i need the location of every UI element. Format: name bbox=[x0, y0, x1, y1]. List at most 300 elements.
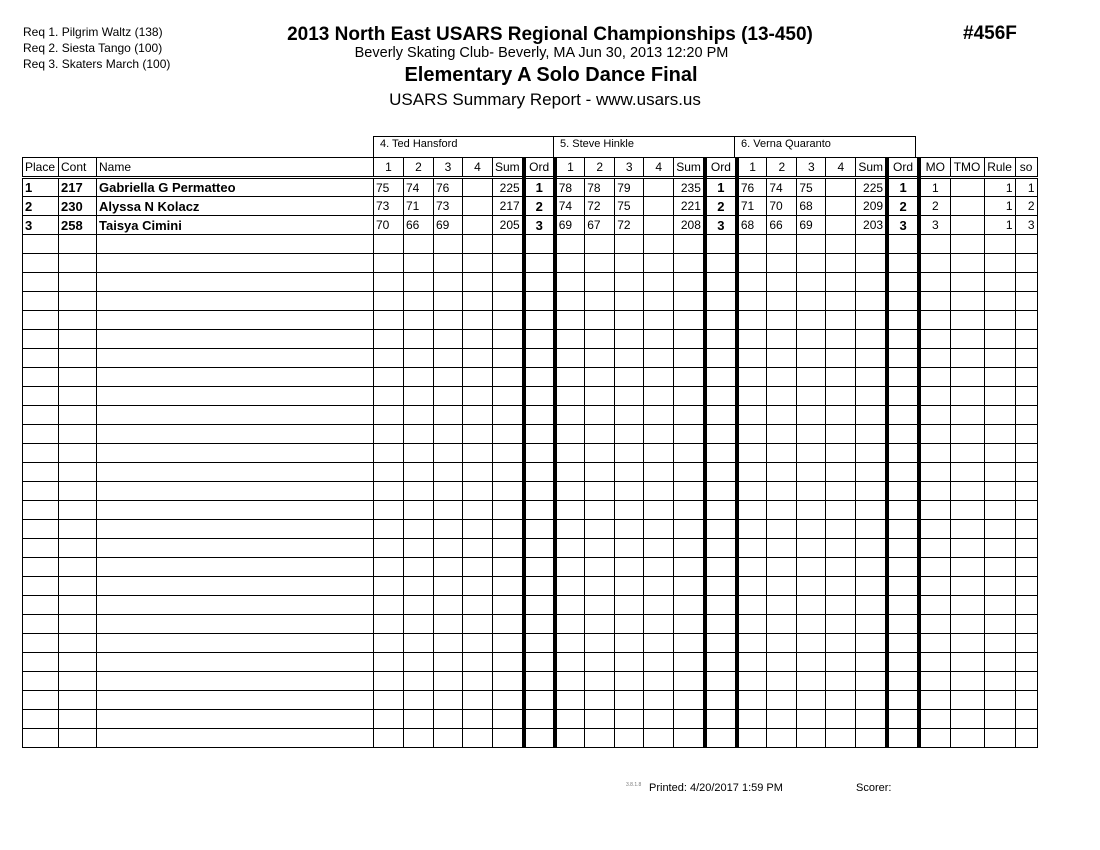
empty-cell bbox=[674, 482, 705, 501]
sum-cell: 203 bbox=[856, 216, 887, 235]
empty-row bbox=[23, 444, 1038, 463]
empty-cell bbox=[434, 482, 463, 501]
empty-cell bbox=[984, 558, 1015, 577]
empty-cell bbox=[23, 501, 59, 520]
col-j1-1: 1 bbox=[374, 158, 404, 178]
empty-cell bbox=[555, 368, 585, 387]
empty-cell bbox=[826, 634, 856, 653]
score-4-cell bbox=[826, 197, 856, 216]
empty-cell bbox=[555, 615, 585, 634]
empty-cell bbox=[615, 292, 644, 311]
empty-cell bbox=[705, 406, 737, 425]
empty-cell bbox=[555, 539, 585, 558]
empty-cell bbox=[919, 273, 950, 292]
empty-cell bbox=[1015, 311, 1037, 330]
empty-cell bbox=[404, 311, 434, 330]
empty-cell bbox=[97, 558, 374, 577]
empty-cell bbox=[404, 672, 434, 691]
empty-cell bbox=[374, 235, 404, 254]
sum-cell: 225 bbox=[856, 178, 887, 197]
ordinal-cell: 2 bbox=[705, 197, 737, 216]
score-2-cell: 78 bbox=[585, 178, 615, 197]
empty-cell bbox=[404, 539, 434, 558]
empty-cell bbox=[374, 482, 404, 501]
empty-cell bbox=[404, 444, 434, 463]
empty-row bbox=[23, 615, 1038, 634]
requirement-3: Req 3. Skaters March (100) bbox=[23, 57, 171, 71]
empty-cell bbox=[524, 235, 555, 254]
empty-cell bbox=[434, 330, 463, 349]
empty-cell bbox=[950, 463, 984, 482]
empty-cell bbox=[374, 520, 404, 539]
empty-cell bbox=[737, 311, 767, 330]
empty-cell bbox=[524, 710, 555, 729]
empty-cell bbox=[23, 406, 59, 425]
table-row bbox=[23, 197, 1038, 216]
empty-cell bbox=[374, 387, 404, 406]
empty-cell bbox=[767, 406, 797, 425]
empty-cell bbox=[555, 691, 585, 710]
score-4-cell bbox=[644, 197, 674, 216]
empty-cell bbox=[374, 501, 404, 520]
score-1-cell: 76 bbox=[737, 178, 767, 197]
col-mo: MO bbox=[919, 158, 950, 178]
empty-cell bbox=[644, 368, 674, 387]
empty-cell bbox=[797, 368, 826, 387]
score-2-cell: 74 bbox=[767, 178, 797, 197]
empty-cell bbox=[856, 368, 887, 387]
empty-cell bbox=[984, 311, 1015, 330]
table-row bbox=[23, 178, 1038, 197]
empty-cell bbox=[674, 558, 705, 577]
empty-cell bbox=[950, 482, 984, 501]
empty-cell bbox=[463, 501, 493, 520]
empty-cell bbox=[887, 558, 919, 577]
empty-cell bbox=[404, 273, 434, 292]
empty-cell bbox=[97, 425, 374, 444]
empty-cell bbox=[984, 634, 1015, 653]
empty-cell bbox=[404, 387, 434, 406]
empty-cell bbox=[856, 292, 887, 311]
empty-cell bbox=[524, 254, 555, 273]
empty-cell bbox=[887, 691, 919, 710]
empty-cell bbox=[23, 691, 59, 710]
empty-cell bbox=[950, 292, 984, 311]
empty-cell bbox=[585, 501, 615, 520]
empty-cell bbox=[856, 444, 887, 463]
so-cell: 2 bbox=[1015, 197, 1037, 216]
empty-cell bbox=[919, 596, 950, 615]
empty-cell bbox=[887, 425, 919, 444]
empty-cell bbox=[919, 558, 950, 577]
empty-cell bbox=[23, 254, 59, 273]
empty-row bbox=[23, 672, 1038, 691]
empty-cell bbox=[644, 387, 674, 406]
empty-cell bbox=[374, 653, 404, 672]
empty-cell bbox=[797, 406, 826, 425]
empty-cell bbox=[463, 710, 493, 729]
empty-cell bbox=[797, 387, 826, 406]
empty-cell bbox=[674, 349, 705, 368]
score-2-cell: 67 bbox=[585, 216, 615, 235]
requirement-1: Req 1. Pilgrim Waltz (138) bbox=[23, 25, 163, 39]
empty-cell bbox=[434, 235, 463, 254]
score-1-cell: 75 bbox=[374, 178, 404, 197]
empty-cell bbox=[23, 482, 59, 501]
empty-cell bbox=[463, 311, 493, 330]
empty-cell bbox=[374, 729, 404, 748]
col-j2-2: 2 bbox=[585, 158, 615, 178]
empty-cell bbox=[887, 406, 919, 425]
empty-cell bbox=[585, 387, 615, 406]
empty-cell bbox=[59, 539, 97, 558]
empty-cell bbox=[23, 577, 59, 596]
empty-cell bbox=[97, 311, 374, 330]
empty-cell bbox=[585, 653, 615, 672]
competition-location: Beverly Skating Club- Beverly, MA Jun 30, 2013 12:20 PM bbox=[354, 45, 729, 61]
empty-cell bbox=[434, 539, 463, 558]
empty-cell bbox=[644, 577, 674, 596]
empty-cell bbox=[674, 444, 705, 463]
empty-cell bbox=[585, 406, 615, 425]
col-j3-ord: Ord bbox=[887, 158, 919, 178]
empty-cell bbox=[797, 672, 826, 691]
empty-cell bbox=[887, 330, 919, 349]
empty-cell bbox=[23, 292, 59, 311]
empty-cell bbox=[585, 444, 615, 463]
empty-cell bbox=[59, 311, 97, 330]
empty-cell bbox=[555, 444, 585, 463]
col-place: Place bbox=[23, 158, 59, 178]
empty-cell bbox=[950, 558, 984, 577]
col-j1-3: 3 bbox=[434, 158, 463, 178]
empty-cell bbox=[463, 539, 493, 558]
empty-cell bbox=[615, 406, 644, 425]
empty-cell bbox=[737, 330, 767, 349]
sum-cell: 205 bbox=[493, 216, 524, 235]
empty-cell bbox=[984, 406, 1015, 425]
empty-cell bbox=[950, 710, 984, 729]
empty-cell bbox=[950, 577, 984, 596]
empty-cell bbox=[493, 387, 524, 406]
empty-cell bbox=[59, 577, 97, 596]
empty-cell bbox=[674, 501, 705, 520]
empty-cell bbox=[615, 425, 644, 444]
empty-cell bbox=[555, 311, 585, 330]
empty-cell bbox=[524, 273, 555, 292]
empty-cell bbox=[887, 501, 919, 520]
empty-cell bbox=[1015, 729, 1037, 748]
empty-cell bbox=[374, 349, 404, 368]
empty-cell bbox=[737, 672, 767, 691]
empty-cell bbox=[585, 596, 615, 615]
empty-cell bbox=[524, 634, 555, 653]
empty-cell bbox=[585, 254, 615, 273]
empty-cell bbox=[555, 653, 585, 672]
empty-cell bbox=[950, 653, 984, 672]
empty-cell bbox=[585, 235, 615, 254]
empty-cell bbox=[434, 520, 463, 539]
empty-cell bbox=[737, 463, 767, 482]
empty-cell bbox=[97, 273, 374, 292]
empty-cell bbox=[493, 349, 524, 368]
empty-cell bbox=[615, 387, 644, 406]
empty-cell bbox=[674, 710, 705, 729]
score-3-cell: 75 bbox=[615, 197, 644, 216]
empty-cell bbox=[524, 482, 555, 501]
empty-cell bbox=[434, 292, 463, 311]
empty-cell bbox=[705, 387, 737, 406]
empty-cell bbox=[59, 444, 97, 463]
empty-cell bbox=[585, 368, 615, 387]
empty-cell bbox=[887, 539, 919, 558]
score-2-cell: 74 bbox=[404, 178, 434, 197]
col-j3-1: 1 bbox=[737, 158, 767, 178]
empty-cell bbox=[644, 482, 674, 501]
empty-cell bbox=[644, 634, 674, 653]
empty-cell bbox=[644, 311, 674, 330]
empty-cell bbox=[493, 311, 524, 330]
empty-cell bbox=[97, 672, 374, 691]
empty-cell bbox=[615, 482, 644, 501]
empty-cell bbox=[826, 349, 856, 368]
empty-cell bbox=[950, 691, 984, 710]
empty-cell bbox=[374, 273, 404, 292]
header-row bbox=[23, 158, 1038, 178]
empty-cell bbox=[797, 330, 826, 349]
empty-cell bbox=[463, 406, 493, 425]
empty-row bbox=[23, 273, 1038, 292]
empty-cell bbox=[767, 463, 797, 482]
col-j2-3: 3 bbox=[615, 158, 644, 178]
empty-cell bbox=[856, 406, 887, 425]
empty-cell bbox=[23, 425, 59, 444]
empty-cell bbox=[644, 596, 674, 615]
empty-cell bbox=[797, 311, 826, 330]
competition-title: 2013 North East USARS Regional Championships (13-450) bbox=[287, 24, 813, 45]
empty-cell bbox=[463, 672, 493, 691]
empty-cell bbox=[524, 615, 555, 634]
event-name: Elementary A Solo Dance Final bbox=[404, 64, 698, 86]
empty-cell bbox=[463, 349, 493, 368]
empty-cell bbox=[97, 615, 374, 634]
empty-cell bbox=[797, 254, 826, 273]
empty-cell bbox=[585, 558, 615, 577]
empty-cell bbox=[737, 596, 767, 615]
empty-cell bbox=[950, 406, 984, 425]
empty-cell bbox=[984, 596, 1015, 615]
empty-cell bbox=[374, 691, 404, 710]
empty-cell bbox=[797, 653, 826, 672]
empty-cell bbox=[887, 520, 919, 539]
empty-cell bbox=[23, 672, 59, 691]
empty-cell bbox=[23, 710, 59, 729]
empty-cell bbox=[585, 615, 615, 634]
empty-cell bbox=[555, 330, 585, 349]
empty-row bbox=[23, 292, 1038, 311]
empty-cell bbox=[434, 444, 463, 463]
empty-cell bbox=[615, 311, 644, 330]
empty-cell bbox=[797, 539, 826, 558]
empty-row bbox=[23, 520, 1038, 539]
score-4-cell bbox=[826, 178, 856, 197]
empty-cell bbox=[737, 615, 767, 634]
empty-cell bbox=[644, 501, 674, 520]
empty-cell bbox=[434, 425, 463, 444]
empty-cell bbox=[404, 463, 434, 482]
empty-cell bbox=[404, 710, 434, 729]
empty-cell bbox=[887, 292, 919, 311]
empty-cell bbox=[984, 387, 1015, 406]
empty-cell bbox=[856, 634, 887, 653]
skater-name-cell: Gabriella G Permatteo bbox=[97, 178, 374, 197]
empty-cell bbox=[644, 615, 674, 634]
score-4-cell bbox=[463, 178, 493, 197]
sum-cell: 235 bbox=[674, 178, 705, 197]
mo-cell: 1 bbox=[919, 178, 950, 197]
empty-cell bbox=[97, 596, 374, 615]
empty-cell bbox=[705, 539, 737, 558]
empty-cell bbox=[919, 501, 950, 520]
empty-cell bbox=[615, 691, 644, 710]
empty-cell bbox=[493, 615, 524, 634]
empty-cell bbox=[737, 729, 767, 748]
empty-cell bbox=[826, 311, 856, 330]
empty-cell bbox=[1015, 691, 1037, 710]
empty-cell bbox=[374, 406, 404, 425]
empty-cell bbox=[887, 349, 919, 368]
empty-cell bbox=[919, 444, 950, 463]
empty-cell bbox=[826, 254, 856, 273]
empty-cell bbox=[434, 729, 463, 748]
empty-cell bbox=[737, 520, 767, 539]
empty-cell bbox=[1015, 577, 1037, 596]
col-j3-sum: Sum bbox=[856, 158, 887, 178]
empty-cell bbox=[404, 634, 434, 653]
ordinal-cell: 1 bbox=[524, 178, 555, 197]
empty-cell bbox=[737, 653, 767, 672]
empty-cell bbox=[585, 672, 615, 691]
empty-cell bbox=[23, 444, 59, 463]
empty-cell bbox=[919, 387, 950, 406]
col-j2-ord: Ord bbox=[705, 158, 737, 178]
empty-cell bbox=[919, 311, 950, 330]
empty-row bbox=[23, 387, 1038, 406]
empty-cell bbox=[887, 273, 919, 292]
empty-row bbox=[23, 539, 1038, 558]
empty-cell bbox=[555, 406, 585, 425]
empty-cell bbox=[984, 539, 1015, 558]
empty-cell bbox=[463, 368, 493, 387]
empty-cell bbox=[797, 235, 826, 254]
score-2-cell: 66 bbox=[404, 216, 434, 235]
empty-cell bbox=[615, 444, 644, 463]
empty-cell bbox=[404, 691, 434, 710]
score-3-cell: 75 bbox=[797, 178, 826, 197]
empty-cell bbox=[644, 273, 674, 292]
empty-cell bbox=[404, 615, 434, 634]
rule-cell: 1 bbox=[984, 197, 1015, 216]
empty-cell bbox=[674, 596, 705, 615]
empty-cell bbox=[797, 463, 826, 482]
empty-cell bbox=[23, 596, 59, 615]
empty-cell bbox=[984, 254, 1015, 273]
empty-cell bbox=[984, 444, 1015, 463]
empty-cell bbox=[826, 482, 856, 501]
empty-cell bbox=[826, 425, 856, 444]
empty-cell bbox=[887, 482, 919, 501]
empty-cell bbox=[97, 653, 374, 672]
empty-cell bbox=[97, 691, 374, 710]
col-j3-3: 3 bbox=[797, 158, 826, 178]
empty-cell bbox=[493, 520, 524, 539]
empty-cell bbox=[59, 520, 97, 539]
empty-cell bbox=[97, 235, 374, 254]
empty-cell bbox=[856, 330, 887, 349]
empty-cell bbox=[674, 406, 705, 425]
judge-header-2: 5. Steve Hinkle bbox=[553, 136, 735, 157]
empty-cell bbox=[404, 729, 434, 748]
empty-cell bbox=[797, 349, 826, 368]
empty-cell bbox=[737, 406, 767, 425]
skater-name-cell: Alyssa N Kolacz bbox=[97, 197, 374, 216]
empty-cell bbox=[919, 330, 950, 349]
empty-cell bbox=[97, 634, 374, 653]
empty-cell bbox=[59, 292, 97, 311]
empty-cell bbox=[797, 634, 826, 653]
empty-cell bbox=[984, 501, 1015, 520]
empty-cell bbox=[1015, 349, 1037, 368]
col-so: so bbox=[1015, 158, 1037, 178]
ordinal-cell: 1 bbox=[705, 178, 737, 197]
place-cell: 1 bbox=[23, 178, 59, 197]
empty-cell bbox=[767, 482, 797, 501]
empty-cell bbox=[950, 330, 984, 349]
score-4-cell bbox=[826, 216, 856, 235]
empty-cell bbox=[434, 615, 463, 634]
empty-cell bbox=[59, 501, 97, 520]
empty-cell bbox=[919, 425, 950, 444]
empty-cell bbox=[984, 710, 1015, 729]
empty-cell bbox=[463, 615, 493, 634]
col-j1-ord: Ord bbox=[524, 158, 555, 178]
empty-cell bbox=[524, 539, 555, 558]
empty-cell bbox=[705, 577, 737, 596]
empty-cell bbox=[463, 463, 493, 482]
empty-cell bbox=[23, 387, 59, 406]
score-3-cell: 79 bbox=[615, 178, 644, 197]
empty-cell bbox=[644, 558, 674, 577]
empty-cell bbox=[1015, 330, 1037, 349]
empty-cell bbox=[767, 615, 797, 634]
empty-cell bbox=[826, 596, 856, 615]
empty-cell bbox=[404, 406, 434, 425]
empty-cell bbox=[615, 710, 644, 729]
contestant-number-cell: 230 bbox=[59, 197, 97, 216]
empty-cell bbox=[404, 425, 434, 444]
empty-row bbox=[23, 330, 1038, 349]
empty-cell bbox=[984, 672, 1015, 691]
empty-cell bbox=[374, 311, 404, 330]
empty-cell bbox=[856, 273, 887, 292]
empty-cell bbox=[463, 387, 493, 406]
empty-cell bbox=[767, 501, 797, 520]
empty-cell bbox=[23, 539, 59, 558]
empty-cell bbox=[856, 254, 887, 273]
score-2-cell: 71 bbox=[404, 197, 434, 216]
results-table bbox=[22, 157, 1038, 748]
empty-cell bbox=[59, 596, 97, 615]
